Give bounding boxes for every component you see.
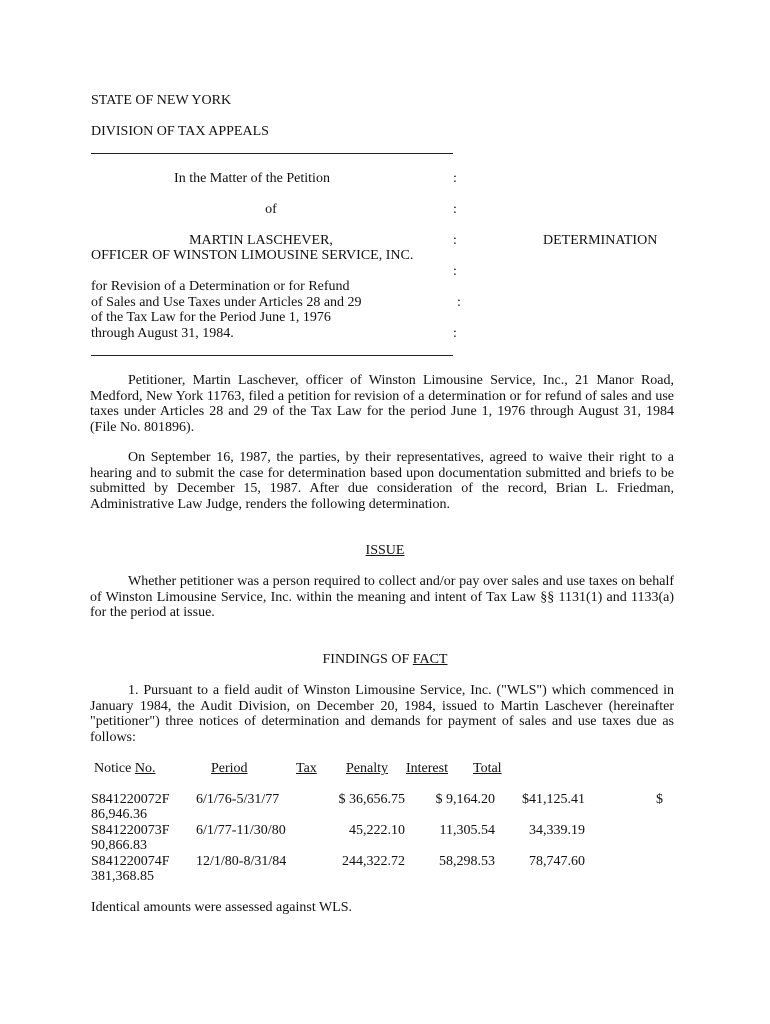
caption-colon: : xyxy=(453,171,457,186)
table-cell-penalty: $ 9,164.20 xyxy=(435,792,495,807)
tax-header-text: Tax xyxy=(296,761,317,776)
findings-heading xyxy=(90,652,680,668)
table-cell-total: 86,946.36 xyxy=(91,807,147,822)
table-cell-period: 6/1/76-5/31/77 xyxy=(196,792,280,807)
caption-bottom-rule xyxy=(91,355,453,356)
document-type: DETERMINATION xyxy=(543,233,658,248)
notice-header-underlined: No. xyxy=(134,761,156,776)
intro-paragraph xyxy=(90,373,674,435)
table-cell-penalty: 11,305.54 xyxy=(439,823,495,838)
issue-paragraph-text: Whether petitioner was a person required to collect and/or pay over sales and use taxes on behalf of Winston Limousine Service, Inc. within the meaning and intent of Tax Law §§ 1131(1) and 1133(a) for the period at issue. xyxy=(90,574,674,620)
notice-header-text: Notice xyxy=(94,761,135,776)
period-header-text: Period xyxy=(211,761,248,776)
table-cell-notice: S841220072F xyxy=(91,792,170,807)
interest-header-text: Interest xyxy=(406,761,448,776)
issue-heading xyxy=(90,543,680,559)
caption-colon: : xyxy=(453,233,457,248)
caption-colon: : xyxy=(453,326,457,341)
table-cell-penalty: 58,298.53 xyxy=(439,854,495,869)
purpose-line: through August 31, 1984. xyxy=(91,326,234,341)
table-cell-interest: 34,339.19 xyxy=(529,823,585,838)
division-heading: DIVISION OF TAX APPEALS xyxy=(91,124,269,139)
table-cell-tax: $ 36,656.75 xyxy=(338,792,405,807)
table-cell-period: 6/1/77-11/30/80 xyxy=(196,823,286,838)
total-header-text: Total xyxy=(473,761,502,776)
petitioner-title: OFFICER OF WINSTON LIMOUSINE SERVICE, INC. xyxy=(91,248,414,263)
matter-of-line: In the Matter of the Petition xyxy=(174,171,330,186)
table-cell-notice: S841220073F xyxy=(91,823,170,838)
table-cell-dollar: $ xyxy=(656,792,663,807)
caption-colon: : xyxy=(453,202,457,217)
purpose-line: for Revision of a Determination or for Refund xyxy=(91,279,350,294)
purpose-line: of the Tax Law for the Period June 1, 1976 xyxy=(91,310,331,325)
table-header-total xyxy=(473,761,502,777)
findings-heading-underlined: FACT xyxy=(412,652,448,667)
of-line: of xyxy=(265,202,277,217)
penalty-header-text: Penalty xyxy=(346,761,388,776)
caption-colon: : xyxy=(453,264,457,279)
table-cell-interest: $41,125.41 xyxy=(522,792,585,807)
table-cell-total: 381,368.85 xyxy=(91,869,154,884)
finding-1-paragraph xyxy=(90,683,674,745)
state-heading: STATE OF NEW YORK xyxy=(91,93,232,108)
table-header-period xyxy=(211,761,248,777)
procedure-paragraph xyxy=(90,450,674,512)
table-header-notice xyxy=(94,761,155,777)
issue-heading-text: ISSUE xyxy=(365,543,405,558)
procedure-paragraph-text: On September 16, 1987, the parties, by their representatives, agreed to waive their right to a hearing and to submit the case for determination based upon documentation submitted and briefs to be submitted by December 15, 1987. After due consideration of the record, Brian L. Friedman, Administrative Law Judge, renders the following determination. xyxy=(90,450,674,512)
caption-colon: : xyxy=(457,295,461,310)
table-header-penalty xyxy=(346,761,388,777)
petitioner-name: MARTIN LASCHEVER, xyxy=(189,233,333,248)
findings-heading-text: FINDINGS OF xyxy=(322,652,413,667)
table-cell-period: 12/1/80-8/31/84 xyxy=(196,854,287,869)
table-cell-tax: 45,222.10 xyxy=(349,823,405,838)
finding-1-text: 1. Pursuant to a field audit of Winston Limousine Service, Inc. ("WLS") which commenced in January 1984, the Audit Division, on December 20, 1984, issued to Martin Laschever (hereinafter "petitioner") three notices of determination and demands for payment of sales and use taxes due as follows: xyxy=(90,683,674,745)
table-cell-notice: S841220074F xyxy=(91,854,170,869)
purpose-line: of Sales and Use Taxes under Articles 28 and 29 xyxy=(91,295,362,310)
table-header-interest xyxy=(406,761,448,777)
table-cell-interest: 78,747.60 xyxy=(529,854,585,869)
table-header-tax xyxy=(296,761,317,777)
issue-paragraph xyxy=(90,574,674,621)
closing-line: Identical amounts were assessed against WLS. xyxy=(91,900,353,915)
table-cell-tax: 244,322.72 xyxy=(342,854,405,869)
caption-top-rule xyxy=(91,153,453,154)
table-cell-total: 90,866.83 xyxy=(91,838,147,853)
intro-paragraph-text: Petitioner, Martin Laschever, officer of Winston Limousine Service, Inc., 21 Manor Road, Medford, New York 11763, filed a petition for revision of a determination or for refund of sales and use taxes under Articles 28 and 29 of the Tax Law for the period June 1, 1976 through August 31, 1984 (File No. 801896). xyxy=(90,373,674,435)
